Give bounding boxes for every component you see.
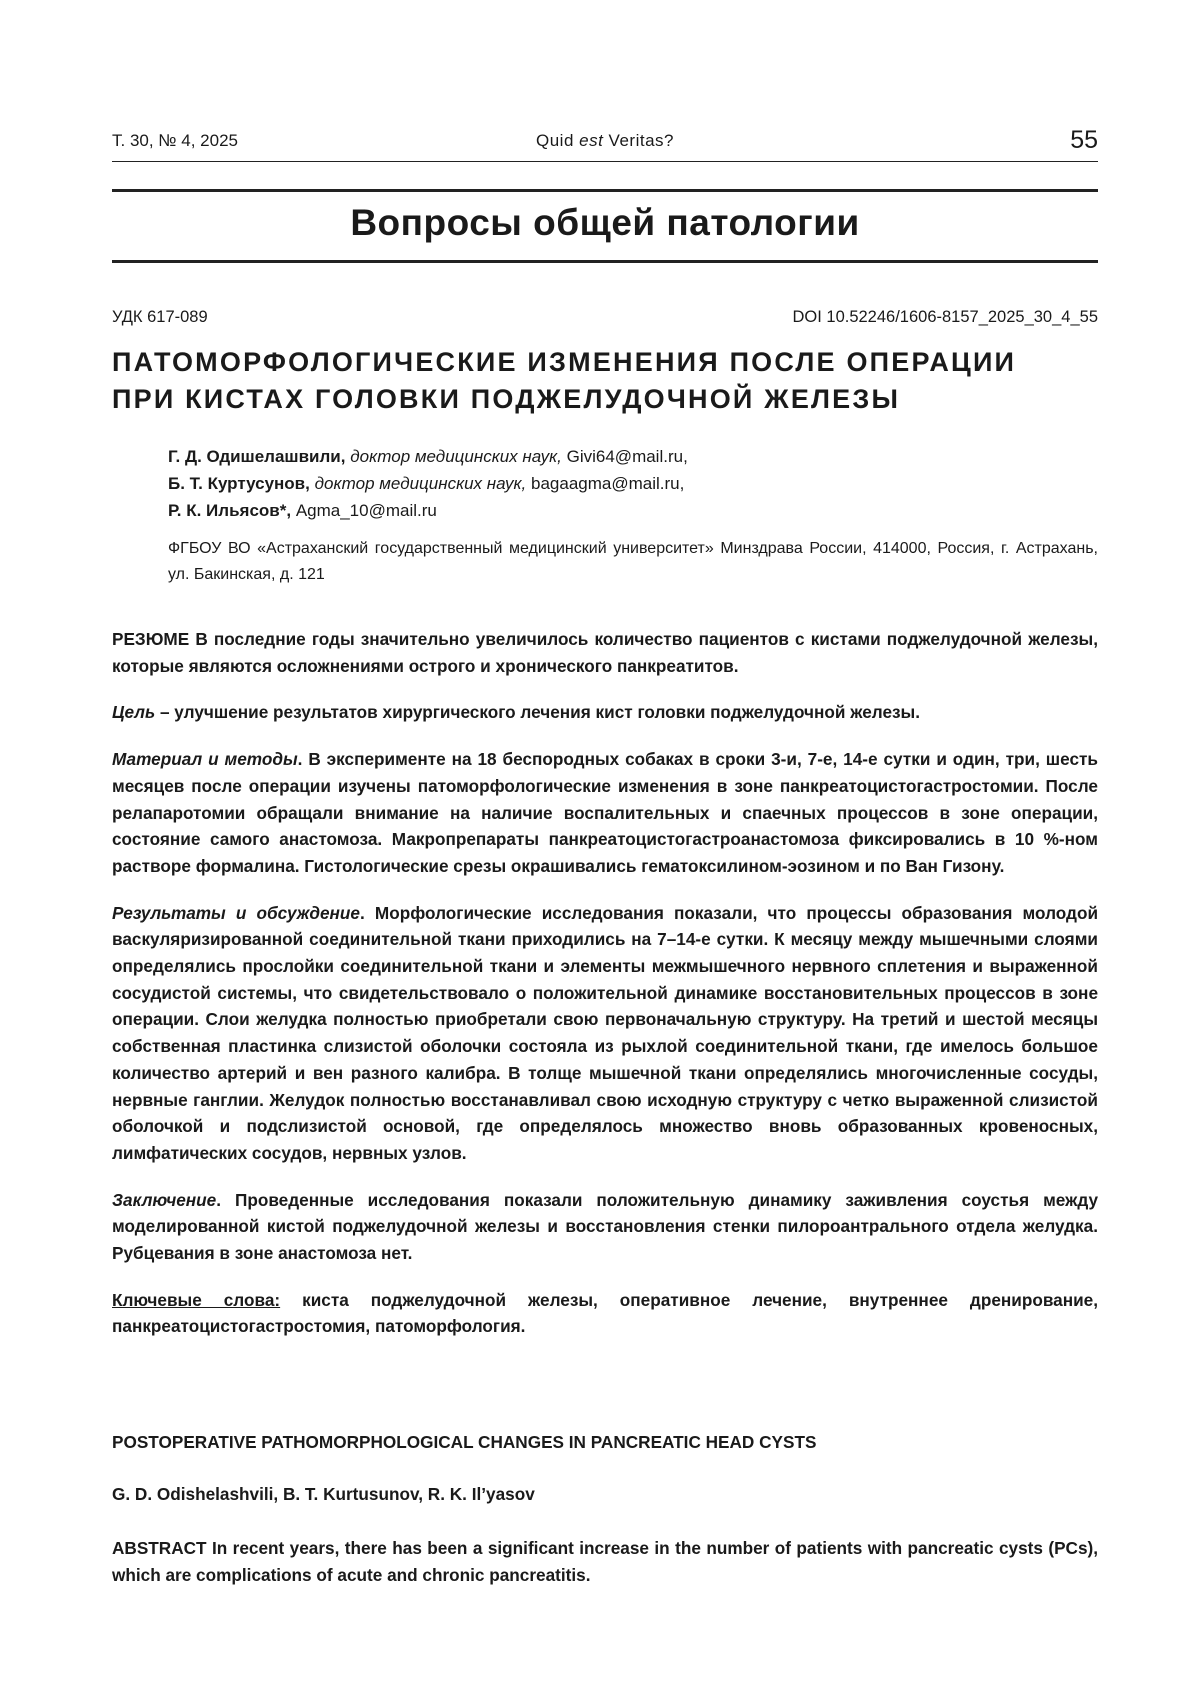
journal-name-suffix: Veritas? [603,131,674,150]
affiliation: ФГБОУ ВО «Астраханский государственный медицинский университет» Минздрава России, 414000, Россия, г. Астрахань, ул. Бакинская, д. 121 [168,540,1098,583]
author-name: Р. К. Ильясов*, [168,501,292,520]
conclusion-text: . Проведенные исследования показали положительную динамику заживления соустья между моделированной кистой поджелудочной железы и восстановления стенки пилороантрального отдела желудка. Рубцевания в зоне анастомоза нет. [112,1189,1098,1264]
methods-label: Материал и методы [112,749,298,770]
abstract-ru [112,626,1098,1360]
conclusion-label: Заключение [112,1189,217,1210]
section-title: Вопросы общей патологии [350,202,860,243]
author-email[interactable]: Agma_10@mail.ru [295,501,437,520]
author-email[interactable]: Givi64@mail.ru, [566,447,688,466]
doi: DOI 10.52246/1606-8157_2025_30_4_55 [792,308,1098,326]
journal-name [112,131,1098,151]
english-authors: G. D. Odishelashvili, B. T. Kurtusunov, R. K. Il’yasov [112,1484,535,1504]
author-entry [168,443,1088,470]
resume-label: РЕЗЮМЕ [112,629,190,649]
aim-text: – улучшение результатов хирургического лечения кист головки поджелудочной железы. [155,702,921,723]
results-label: Результаты и обсуждение [112,902,360,923]
keywords-label: Ключевые слова: [112,1289,281,1310]
author-degree: доктор медицинских наук, [314,474,527,493]
english-abstract [112,1535,1098,1588]
author-name: Б. Т. Куртусунов, [168,474,310,493]
aim-paragraph [112,699,1098,726]
keywords-paragraph [112,1287,1098,1340]
abstract-label: ABSTRACT [112,1538,207,1558]
author-degree: доктор медицинских наук, [350,447,562,466]
author-entry [168,470,1088,497]
page-number: 55 [1070,126,1098,154]
abstract-text: In recent years, there has been a significant increase in the number of patients with pancreatic cysts (PCs), which are complications of acute and chronic pancreatitis. [112,1538,1098,1585]
author-email[interactable]: bagaagma@mail.ru, [531,474,685,493]
author-list [168,443,1088,524]
resume-text: В последние годы значительно увеличилось количество пациентов с кистами поджелудочной железы, которые являются осложнениями острого и хронического панкреатитов. [112,629,1098,676]
results-text: . Морфологические исследования показали, что процессы образования молодой васкуляризированной соединительной ткани приходились на 7–14-е сутки. К месяцу между мышечными слоями определялись прослойки соединительной ткани и элементы межмышечного нервного сплетения и выраженной сосудистой системы, что свидетельствовало о положительной динамике восстановительных процессов в зоне операции. Слои желудка полностью приобретали свою первоначальную структуру. На третий и шестой месяцы собственная пластинка слизистой оболочки состояла из рыхлой соединительной ткани, где имелось большое количество артерий и вен разного калибра. В толще мышечной ткани определялись многочисленные сосуды, нервные ганглии. Желудок полностью восстанавливал свою исходную структуру с четко выраженной слизистой оболочкой и подслизистой основой, где определялось множество вновь образованных кровеносных, лимфатических сосудов, нервных узлов. [112,902,1099,1163]
results-paragraph [112,900,1098,1167]
resume-paragraph [112,626,1098,679]
volume-issue: Т. 30, № 4, 2025 [112,131,238,150]
journal-page [112,0,1098,1697]
english-title: POSTOPERATIVE PATHOMORPHOLOGICAL CHANGES IN PANCREATIC HEAD CYSTS [112,1432,817,1452]
methods-paragraph [112,746,1098,880]
running-head [112,126,1098,160]
header-rule [112,161,1098,162]
author-entry [168,497,1088,524]
keywords-text: киста поджелудочной железы, оперативное лечение, внутреннее дренирование, панкреатоцистогастростомия, патоморфология. [112,1289,1098,1337]
aim-label: Цель [112,702,156,723]
conclusion-paragraph [112,1187,1098,1267]
udk-code: УДК 617-089 [112,308,208,326]
methods-text: . В эксперименте на 18 беспородных собаках в сроки 3-и, 7-е, 14-е сутки и один, три, шесть месяцев после операции изучены патоморфологические изменения в зоне панкреатоцистогастростомии. После релапаротомии обращали внимание на наличие воспалительных и спаечных процессов в зоне операции, состояние самого анастомоза. Макропрепараты панкреатоцистогастроанастомоза фиксировались в 10 %-ном растворе формалина. Гистологические срезы окрашивались гематоксилином-эозином и по Ван Гизону. [112,749,1098,876]
journal-name-italic: est [579,131,604,150]
article-title-line: ПАТОМОРФОЛОГИЧЕСКИЕ ИЗМЕНЕНИЯ ПОСЛЕ ОПЕРАЦИИ [112,347,1017,377]
author-name: Г. Д. Одишелашвили, [168,447,346,466]
article-title-line: ПРИ КИСТАХ ГОЛОВКИ ПОДЖЕЛУДОЧНОЙ ЖЕЛЕЗЫ [112,384,901,414]
section-band [112,189,1098,263]
article-title [112,344,1098,418]
journal-name-prefix: Quid [536,131,580,150]
